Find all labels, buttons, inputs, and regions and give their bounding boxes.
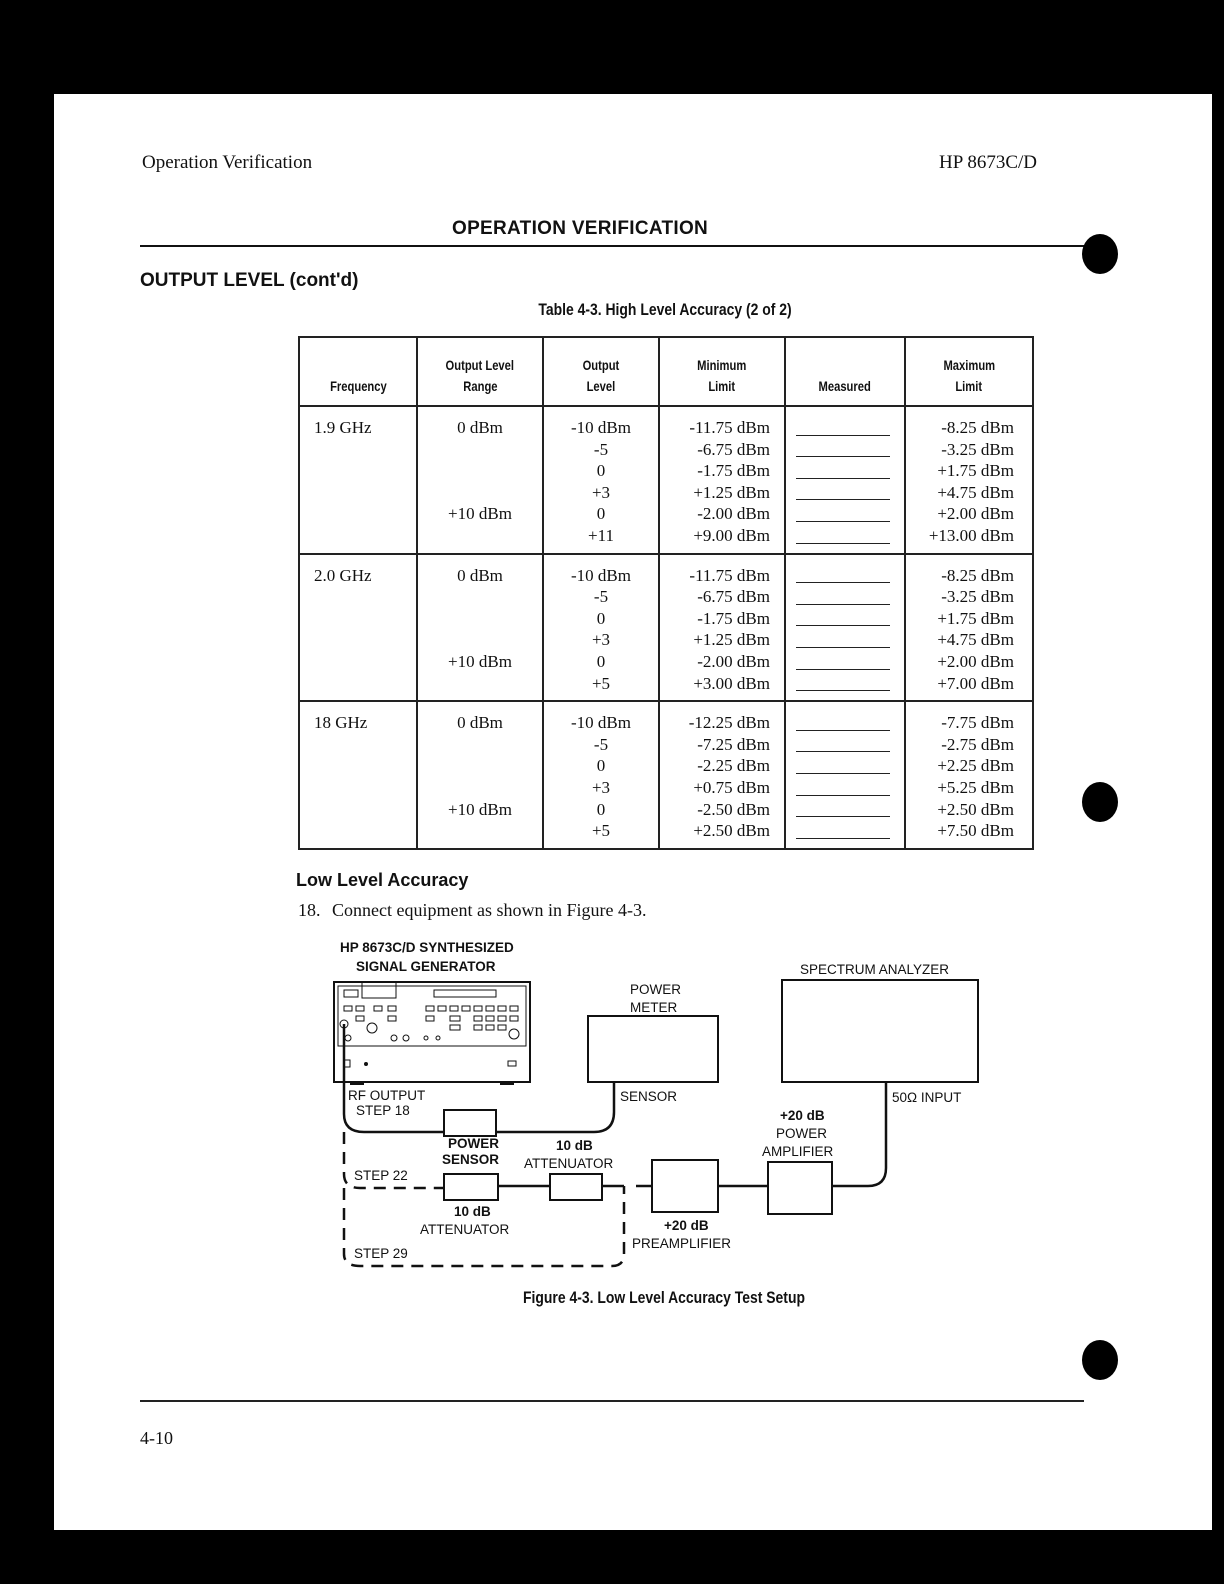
minimum-limit-value: -12.25 dBm xyxy=(688,713,770,733)
level-value: +3 xyxy=(591,630,611,650)
minimum-limit-value: -2.00 dBm xyxy=(697,504,770,524)
amplifier-label-line2: POWER xyxy=(776,1126,828,1141)
power-sensor-label-line1: POWER xyxy=(448,1136,500,1151)
minimum-limit-value: -2.50 dBm xyxy=(697,799,770,819)
minimum-limit-value: +3.00 dBm xyxy=(693,673,770,693)
attenuator-bottom-label-line1: 10 dB xyxy=(454,1204,491,1219)
maximum-limit-value: +2.25 dBm xyxy=(937,756,1014,776)
step18-label: STEP 18 xyxy=(356,1103,410,1118)
amplifier-label-line1: +20 dB xyxy=(780,1108,825,1123)
binder-hole-bottom xyxy=(1082,1340,1118,1380)
minimum-limit-value: +9.00 dBm xyxy=(693,525,770,545)
running-header-right: HP 8673C/D xyxy=(938,152,1037,173)
spectrum-analyzer-label: SPECTRUM ANALYZER xyxy=(800,962,950,977)
power-amplifier-box xyxy=(768,1162,832,1214)
subsection-title: OUTPUT LEVEL (cont'd) xyxy=(140,270,359,291)
level-value: 0 xyxy=(596,756,606,776)
maximum-limit-value: -2.75 dBm xyxy=(941,734,1014,754)
level-value: +5 xyxy=(591,821,611,841)
generator-label-line1: HP 8673C/D SYNTHESIZED xyxy=(340,940,514,955)
attenuator-bottom-label-line2: ATTENUATOR xyxy=(420,1222,510,1237)
header-measured-line: Measured xyxy=(818,378,872,394)
level-value: -10 dBm xyxy=(571,565,631,585)
analyzer-input-label: 50Ω INPUT xyxy=(892,1090,962,1105)
step-text: Connect equipment as shown in Figure 4-3. xyxy=(332,900,647,920)
header-output-level-line: Output xyxy=(582,357,620,373)
step-number: 18. xyxy=(298,900,321,920)
power-sensor-label-line2: SENSOR xyxy=(442,1152,500,1167)
range-value: +10 dBm xyxy=(448,504,512,524)
attenuator-top-label-line2: ATTENUATOR xyxy=(524,1156,614,1171)
level-value: +11 xyxy=(588,525,614,545)
power-meter-label-line1: POWER xyxy=(630,982,682,997)
frequency-value: 2.0 GHz xyxy=(314,565,372,585)
level-value: +3 xyxy=(591,777,611,797)
attenuator-top-box xyxy=(550,1174,602,1200)
section-title: OPERATION VERIFICATION xyxy=(452,218,709,239)
maximum-limit-value: -8.25 dBm xyxy=(941,418,1014,437)
level-value: 0 xyxy=(596,461,606,481)
header-output-level-range-line: Range xyxy=(462,378,498,394)
spectrum-analyzer xyxy=(782,980,978,1082)
level-value: 0 xyxy=(596,504,606,524)
minimum-limit-value: -1.75 dBm xyxy=(697,608,770,628)
minimum-limit-value: -1.75 dBm xyxy=(697,461,770,481)
frequency-value: 1.9 GHz xyxy=(314,418,372,437)
power-meter-label-line2: METER xyxy=(630,1000,678,1015)
generator-label-line2: SIGNAL GENERATOR xyxy=(356,959,496,974)
maximum-limit-value: +2.50 dBm xyxy=(937,799,1014,819)
binder-hole-top xyxy=(1082,234,1118,274)
maximum-limit-value: +4.75 dBm xyxy=(937,482,1014,502)
level-value: -5 xyxy=(593,734,609,754)
maximum-limit-value: +5.25 dBm xyxy=(937,777,1014,797)
minimum-limit-value: -6.75 dBm xyxy=(697,439,770,459)
range-value: 0 dBm xyxy=(457,713,503,733)
footer-rule xyxy=(140,1400,1084,1402)
minimum-limit-value: -11.75 dBm xyxy=(689,565,770,585)
level-value: -10 dBm xyxy=(571,418,631,437)
preamp-label-line2: PREAMPLIFIER xyxy=(632,1236,732,1251)
power-meter xyxy=(588,1016,718,1082)
attenuator-bottom-box xyxy=(444,1174,498,1200)
range-value: 0 dBm xyxy=(457,418,503,437)
attenuator-top-label-line1: 10 dB xyxy=(556,1138,593,1153)
step29-label: STEP 29 xyxy=(354,1246,408,1261)
frequency-value: 18 GHz xyxy=(314,713,368,733)
level-value: +3 xyxy=(591,482,611,502)
minimum-limit-value: +1.25 dBm xyxy=(693,630,770,650)
range-value: 0 dBm xyxy=(457,565,503,585)
maximum-limit-value: +7.00 dBm xyxy=(937,673,1014,693)
manual-page xyxy=(54,94,1212,1530)
sensor-label: SENSOR xyxy=(620,1089,678,1104)
minimum-limit-value: -2.00 dBm xyxy=(697,651,770,671)
sensor-cable xyxy=(496,1082,614,1132)
range-value: +10 dBm xyxy=(448,651,512,671)
minimum-limit-value: -7.25 dBm xyxy=(697,734,770,754)
figure-caption: Figure 4-3. Low Level Accuracy Test Setup xyxy=(522,1288,805,1307)
maximum-limit-value: -8.25 dBm xyxy=(941,565,1014,585)
maximum-limit-value: +2.00 dBm xyxy=(937,651,1014,671)
minimum-limit-value: -2.25 dBm xyxy=(697,756,770,776)
level-value: -5 xyxy=(593,439,609,459)
minimum-limit-value: -6.75 dBm xyxy=(697,587,770,607)
running-header-left: Operation Verification xyxy=(142,152,313,173)
minimum-limit-value: -11.75 dBm xyxy=(689,418,770,437)
header-output-level-range-line: Output Level xyxy=(445,357,515,373)
amplifier-label-line3: AMPLIFIER xyxy=(762,1144,834,1159)
header-minimum-limit-line: Minimum xyxy=(697,357,747,373)
maximum-limit-value: +13.00 dBm xyxy=(928,525,1014,545)
maximum-limit-value: +4.75 dBm xyxy=(937,630,1014,650)
header-minimum-limit-line: Limit xyxy=(708,378,736,394)
maximum-limit-value: +1.75 dBm xyxy=(937,608,1014,628)
minimum-limit-value: +1.25 dBm xyxy=(693,482,770,502)
level-value: 0 xyxy=(596,651,606,671)
level-value: -10 dBm xyxy=(571,713,631,733)
low-level-heading: Low Level Accuracy xyxy=(296,870,469,890)
amplifier-to-analyzer-cable xyxy=(832,1082,886,1186)
maximum-limit-value: -3.25 dBm xyxy=(941,587,1014,607)
signal-generator xyxy=(334,982,530,1085)
maximum-limit-value: -7.75 dBm xyxy=(941,713,1014,733)
maximum-limit-value: +7.50 dBm xyxy=(937,821,1014,841)
level-value: 0 xyxy=(596,799,606,819)
step22-label: STEP 22 xyxy=(354,1168,408,1183)
page-number: 4-10 xyxy=(140,1428,173,1448)
level-value: -5 xyxy=(593,587,609,607)
header-maximum-limit-line: Limit xyxy=(955,378,983,394)
minimum-limit-value: +2.50 dBm xyxy=(693,821,770,841)
power-sensor-box xyxy=(444,1110,496,1136)
header-maximum-limit-line: Maximum xyxy=(943,357,995,373)
minimum-limit-value: +0.75 dBm xyxy=(693,777,770,797)
header-output-level-line: Level xyxy=(586,378,616,394)
header-frequency-line: Frequency xyxy=(329,378,387,394)
test-setup-figure xyxy=(54,94,1212,1530)
preamplifier-box xyxy=(652,1160,718,1212)
maximum-limit-value: +2.00 dBm xyxy=(937,504,1014,524)
range-value: +10 dBm xyxy=(448,799,512,819)
level-value: 0 xyxy=(596,608,606,628)
level-value: +5 xyxy=(591,673,611,693)
table-caption: Table 4-3. High Level Accuracy (2 of 2) xyxy=(538,300,792,319)
preamp-label-line1: +20 dB xyxy=(664,1218,709,1233)
maximum-limit-value: -3.25 dBm xyxy=(941,439,1014,459)
rf-output-label: RF OUTPUT xyxy=(348,1088,426,1103)
maximum-limit-value: +1.75 dBm xyxy=(937,461,1014,481)
binder-hole-middle xyxy=(1082,782,1118,822)
